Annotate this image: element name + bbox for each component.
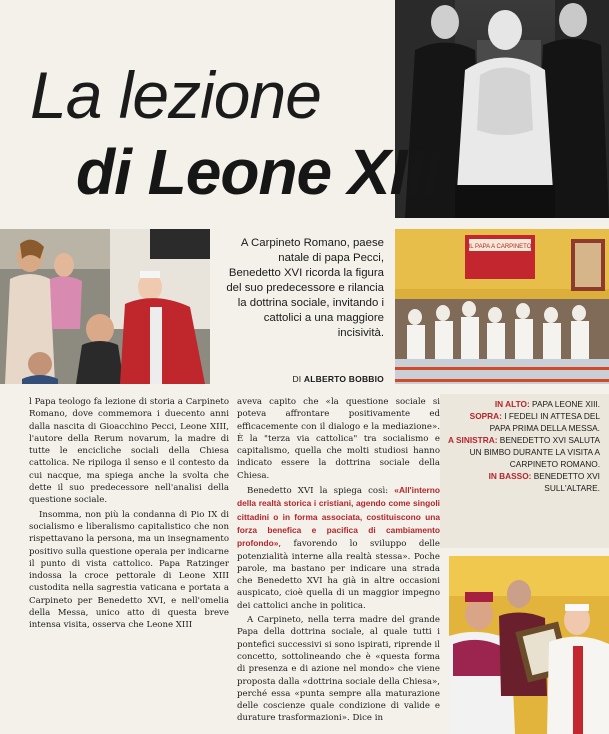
- body-column-2: [237, 396, 440, 727]
- body-paragraph: Insomma, non più la condanna di Pio IX di socialismo e liberalismo capitalistico che non rispettavano la persona, ma un insegnamento positivo sulla questione operaia per indicarne il punto di vista cattolico. Papa Ratzinger indossa la croce pettorale di Leone XIII custodita nella sagrestia vaticana e portata a Carpineto per Benedetto XVI, e nell'omelia della Messa, unico atto di questa breve intensa visita, osserva che Leone XIII: [29, 509, 229, 631]
- caption: IN BASSO: BENEDETTO XVI SULL'ALTARE.: [488, 471, 600, 493]
- quote-lead: Benedetto XVI la spiega così:: [247, 486, 389, 497]
- title-line-2: di Leone XIII: [76, 136, 440, 208]
- caption: SOPRA: I FEDELI IN ATTESA DEL PAPA PRIMA DELLA MESSA.: [469, 411, 600, 433]
- body-paragraph: aveva capito che «la questione sociale si poteva affrontare positivamente ed efficacemente con il dialogo e la mediazione». È la "terza via cattolica" tra socialismo e capitalismo, quella che molti studiosi hanno indicato essere la dottrina sociale della Chiesa.: [237, 397, 440, 481]
- highlighted-quote: «All'interno della realtà storica i cristiani, agendo come singoli cittadini o in forma associata, costituiscono una forza benefica e pacifica di cambiamento profondo»: [237, 485, 441, 549]
- byline: [279, 374, 384, 384]
- title-line-1: La lezione: [30, 58, 321, 132]
- caption: IN ALTO: PAPA LEONE XIII.: [494, 399, 600, 409]
- quote-continuation: , favorendo lo sviluppo delle potenzialità interne alla realtà stessa». Poche parole, ma bastano per indicare una strada che Benedetto XVI ha già in altre occasioni auspicato, cioè quella di un maggior impegno dei cattolici anche in politica.: [237, 539, 440, 611]
- photo-pope-at-altar: [449, 556, 609, 734]
- body-paragraph: A Carpineto, nella terra madre del grande Papa della dottrina sociale, al quale tutti i pontefici successivi si sono ispirati, riprende il concetto, sottolineando che è «questa forma di presenza e di azione nel mondo» che viene proposta dalla «dottrina sociale della Chiesa», perché essa «punta sempre alla maturazione delle coscienze quale condizione di valide e durature trasformazioni». Dice in: [237, 615, 440, 724]
- body-paragraph: [237, 484, 440, 612]
- photo-faithful-waiting: [395, 229, 609, 384]
- body-paragraph: l Papa teologo fa lezione di storia a Carpineto Romano, dove commemora i duecento anni dalla nascita di Gioacchino Pecci, Leone XIII, l'autore della Rerum novarum, la madre di tutte le encicliche sociali della Chiesa cattolica. Ne ripiloga il senso e il contesto da cui nacque, ma spiega anche la svolta che dette il suo predecessore nell'analisi della questione sociale.: [29, 397, 229, 506]
- byline-prefix: DI: [292, 374, 302, 384]
- banner-text: IL PAPA A CARPINETO: [468, 244, 532, 250]
- caption: A SINISTRA: BENEDETTO XVI SALUTA UN BIMBO DURANTE LA VISITA A CARPINETO ROMANO.: [448, 435, 600, 469]
- photo-captions: [448, 398, 600, 494]
- body-column-1: [29, 396, 229, 634]
- photo-pope-greeting-child: [0, 229, 210, 384]
- standfirst: A Carpineto Romano, paese natale di papa Pecci, Benedetto XVI ricorda la figura del suo predecessore e rilancia la dottrina sociale, invitando i cattolici a una maggiore incisività.: [226, 237, 384, 339]
- byline-author: ALBERTO BOBBIO: [303, 374, 384, 384]
